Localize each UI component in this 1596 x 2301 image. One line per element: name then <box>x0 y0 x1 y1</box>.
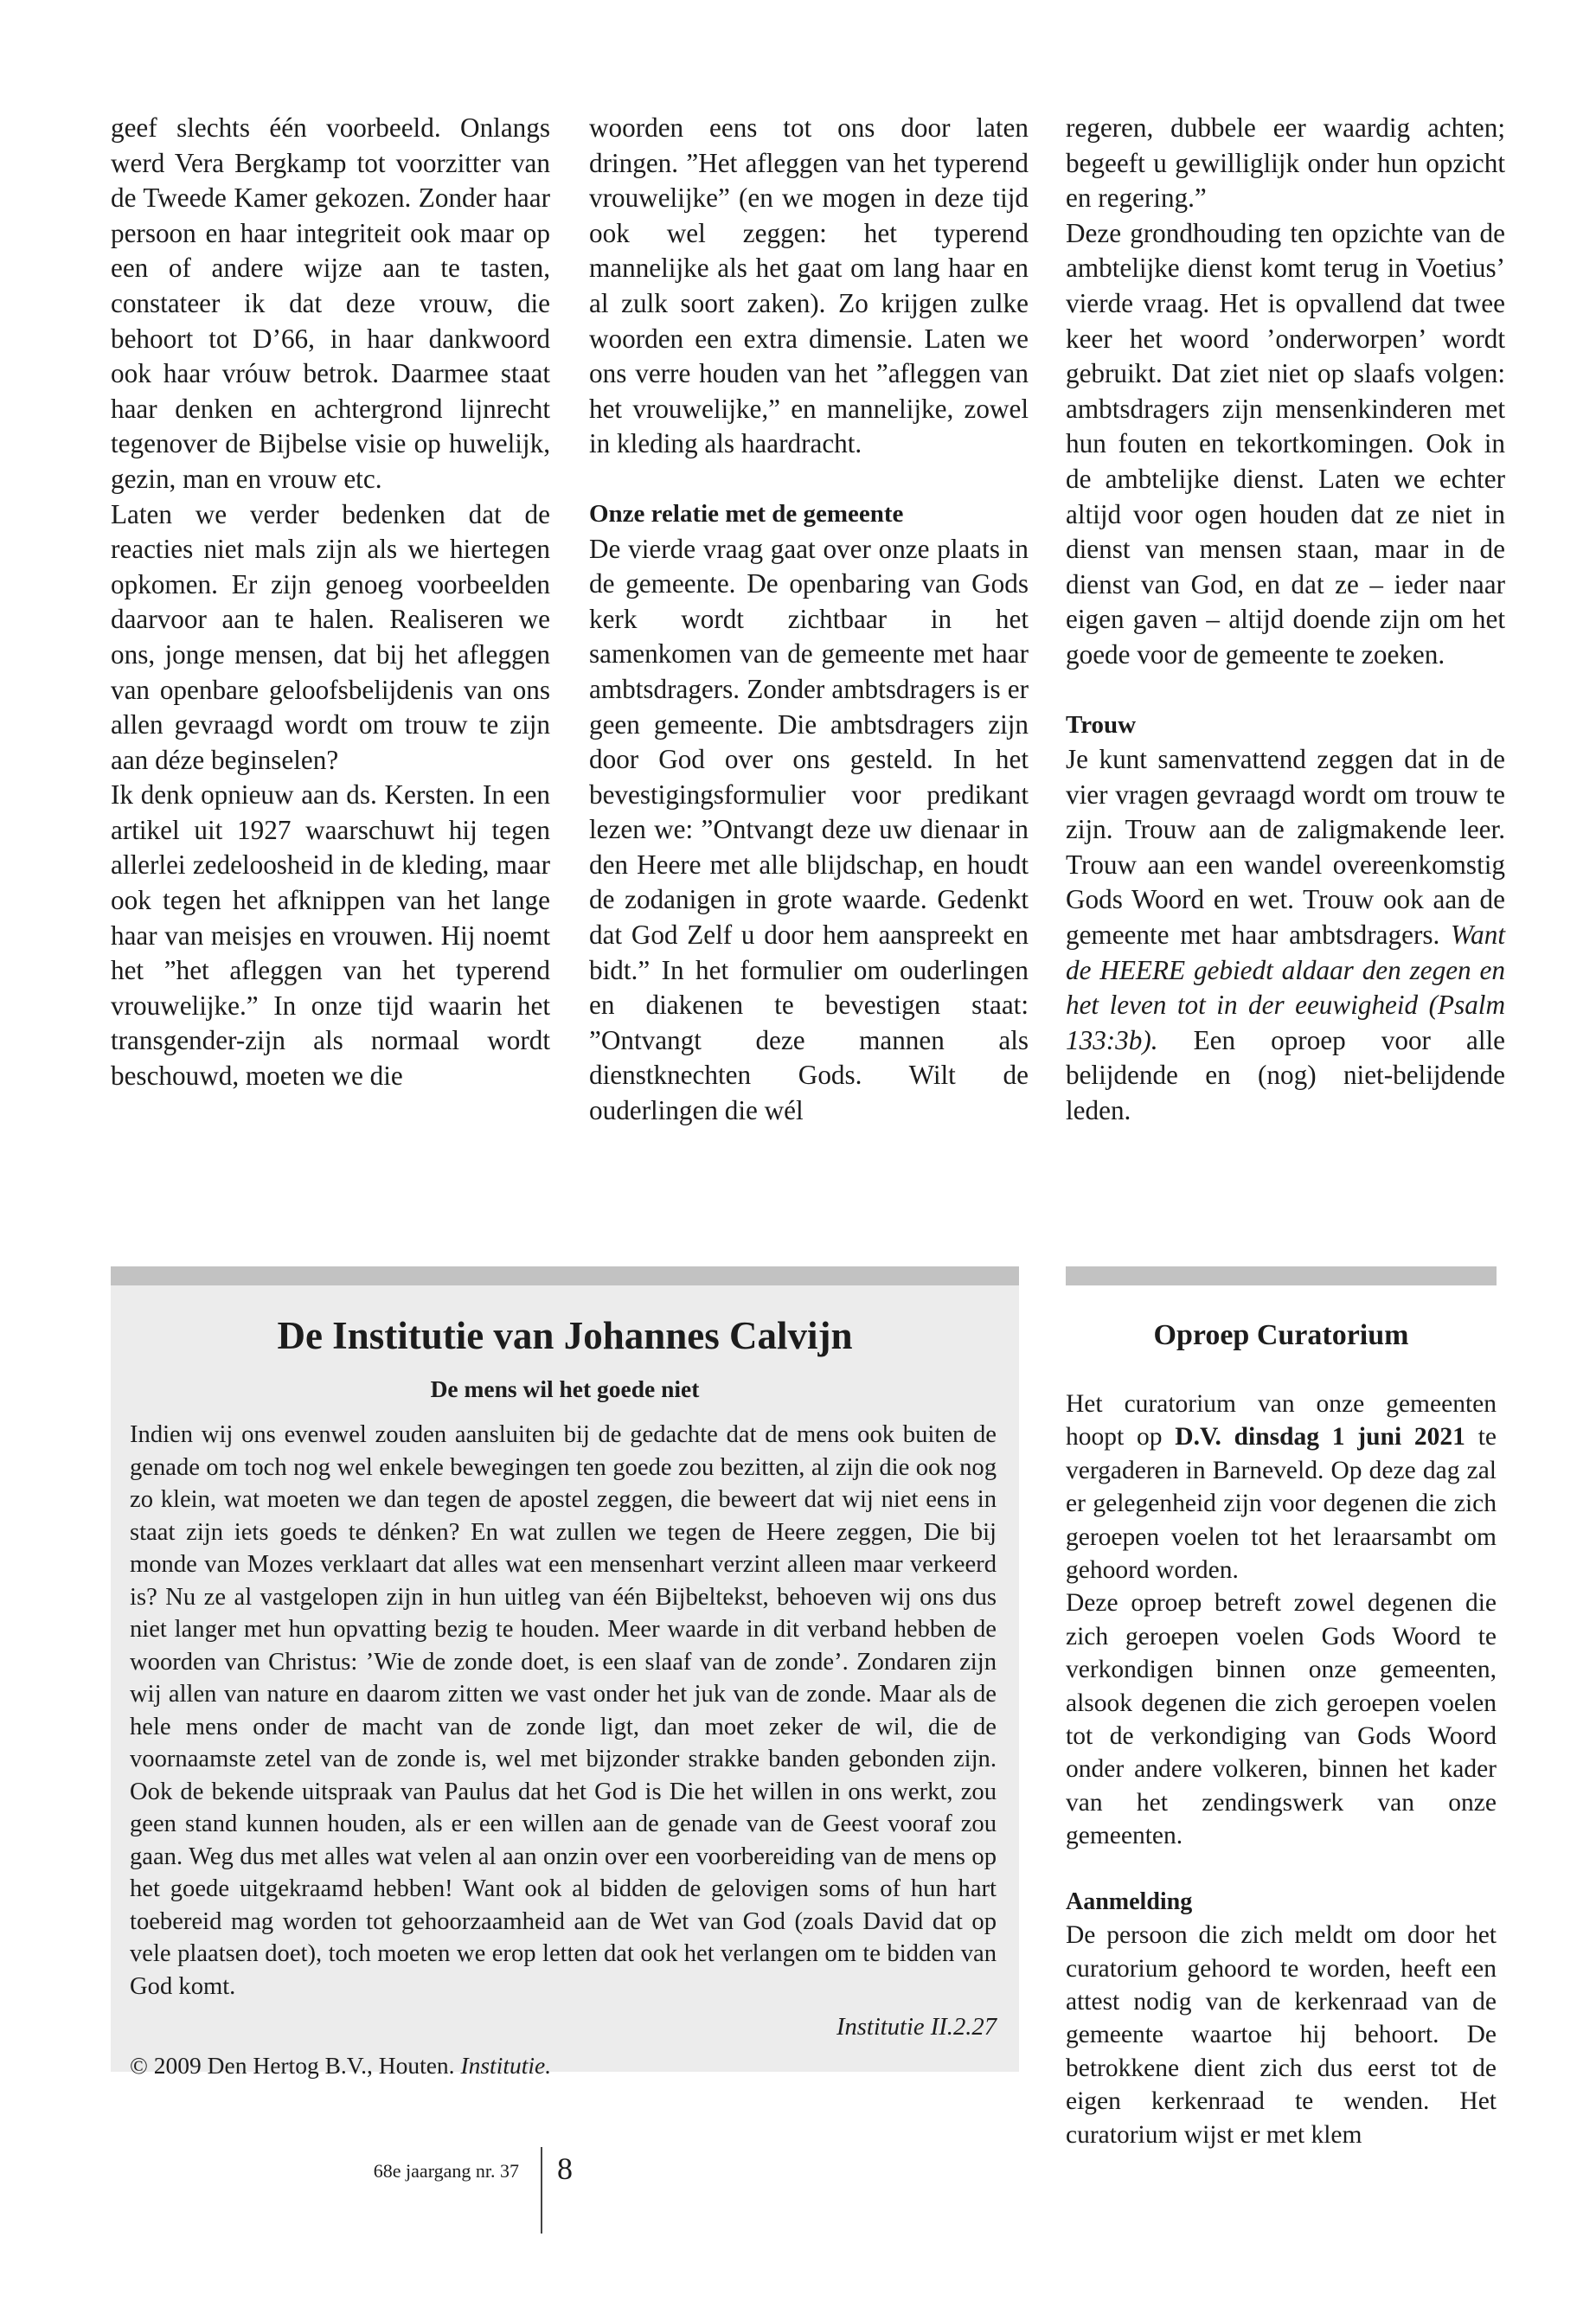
trouw-text-end: Een oproep voor alle belijdende en (nog) niet-belijdende leden. <box>1066 1024 1505 1126</box>
section-heading-gemeente: Onze relatie met de gemeente <box>589 499 904 528</box>
curatorium-title: Oproep Curatorium <box>1153 1319 1409 1351</box>
column1-paragraph-2: Laten we verder bedenken dat de reacties niet mals zijn als we hiertegen opkomen. Er zijn genoeg voorbeelden daarvoor aan te halen. Realiseren we ons, jonge mensen, dat bij het afleggen van openbare geloofsbelijdenis van ons allen gevraagd wordt om trouw te zijn aan déze beginselen? <box>111 498 550 775</box>
column1-paragraph-1: geef slechts één voorbeeld. Onlangs werd Vera Bergkamp tot voorzitter van de Tweede Kamer gekozen. Zonder haar persoon en haar integriteit ook maar op een of andere wijze aan te tasten, constateer ik dat deze vrouw, die behoort tot D’66, in haar dankwoord ook haar vróuw betrok. Daarmee staat haar denken en achtergrond lijnrecht tegenover de Bijbelse visie op huwelijk, gezin, man en vrouw etc. <box>111 112 550 494</box>
article-column-1 <box>111 111 550 1094</box>
article-column-2 <box>589 111 1029 1129</box>
column3-paragraph-3 <box>1066 742 1505 1129</box>
curatorium-date: D.V. dinsdag 1 juni 2021 <box>1175 1423 1465 1452</box>
column1-paragraph-3: Ik denk opnieuw aan ds. Kersten. In een artikel uit 1927 waarschuwt hij tegen allerlei zedeloosheid in de kleding, maar ook tegen het afknippen van het lange haar van meisjes en vrouwen. Hij noemt het ”het afleggen van het typerend vrouwelijke.” In onze tijd waarin het transgender-zijn als normaal wordt beschouwd, moeten we die <box>111 779 550 1092</box>
curatorium-paragraph-2: Deze oproep betreft zowel degenen die zich geroepen voelen Gods Woord te verkondigen binnen onze gemeenten, alsook degenen die zich geroepen voelen tot de verkondiging van Gods Woord onder andere volkeren, binnen het kader van het zendingswerk van onze gemeenten. <box>1066 1589 1497 1850</box>
curatorium-p1-end: te vergaderen in Barneveld. Op deze dag zal er gelegenheid zijn voor degenen die zich geroepen voelen tot het leraarsambt om gehoord worden. <box>1066 1423 1497 1585</box>
curatorium-body <box>1066 1388 1497 2151</box>
psalm-quote: Want de HEERE gebiedt aldaar den zegen en het leven tot in der eeuwigheid (Psalm 133:3b). <box>1066 920 1505 1055</box>
institutie-box <box>111 1266 1019 2079</box>
article-column-3 <box>1066 111 1505 1129</box>
curatorium-paragraph-3: De persoon die zich meldt om door het curatorium gehoord te worden, heeft een attest nodig van de kerkenraad van de gemeente waartoe hij behoort. De betrokkene dient zich dus eerst tot de eigen kerkenraad te wenden. Het curatorium wijst er met klem <box>1066 1921 1497 2149</box>
column3-paragraph-1: regeren, dubbele eer waardig achten; begeeft u gewilliglijk onder hun opzicht en regering.” <box>1066 112 1505 214</box>
footer-divider <box>541 2147 542 2234</box>
copyright-text: © 2009 Den Hertog B.V., Houten. <box>130 2051 461 2079</box>
institutie-copyright <box>130 2049 1019 2082</box>
institutie-subtitle: De mens wil het goede niet <box>430 1375 700 1402</box>
section-heading-aanmelding: Aanmelding <box>1066 1888 1193 1915</box>
column3-paragraph-2: Deze grondhouding ten opzichte van de ambtelijke dienst komt terug in Voetius’ vierde vraag. Het is opvallend dat twee keer het woord ’onderworpen’ wordt gebruikt. Dat ziet niet op slaafs volgen: ambtsdragers zijn mensenkinderen met hun fouten en tekortkomingen. Ook in de ambtelijke dienst. Laten we echter altijd voor ogen houden dat ze niet in dienst van mensen staan, maar in de dienst van God, en dat ze – ieder naar eigen gaven – altijd doende zijn om het goede voor de gemeente te zoeken. <box>1066 217 1505 670</box>
curatorium-section <box>1066 1285 1497 2151</box>
institutie-title: De Institutie van Johannes Calvijn <box>277 1314 853 1357</box>
section-heading-trouw: Trouw <box>1066 710 1137 739</box>
curatorium-top-bar <box>1066 1266 1497 1285</box>
curatorium-paragraph-1 <box>1066 1388 1497 1586</box>
footer-volume: 68e jaargang nr. 37 <box>373 2160 519 2182</box>
page-number: 8 <box>557 2151 573 2186</box>
trouw-text-start: Je kunt samenvattend zeggen dat in de vier vragen gevraagd wordt om trouw te zijn. Trouw aan de zaligmakende leer. Trouw aan een wandel overeenkomstig Gods Woord en wet. Trouw ook aan de gemeente met haar ambtsdragers. <box>1066 744 1505 951</box>
column2-paragraph-1: woorden eens tot ons door laten dringen. ”Het afleggen van het typerend vrouwelijke” (en we mogen in deze tijd ook wel zeggen: het typerend mannelijke als het gaat om lang haar en al zulk soort zaken). Zo krijgen zulke woorden een extra dimensie. Laten we ons verre houden van het ”afleggen van het vrouwelijke,” en mannelijke, zowel in kleding als haardracht. <box>589 112 1029 459</box>
institutie-reference: Institutie II.2.27 <box>836 2014 997 2041</box>
column2-paragraph-2: De vierde vraag gaat over onze plaats in de gemeente. De openbaring van Gods kerk wordt zichtbaar in het samenkomen van de gemeente met haar ambtsdragers. Zonder ambtsdragers is er geen gemeente. Die ambtsdragers zijn door God over ons gesteld. In het bevestigingsformulier voor predikant lezen we: ”Ontvangt deze uw dienaar in den Heere met alle blijdschap, en houdt de zodanigen in grote waarde. Gedenkt dat God Zelf u door hem aanspreekt en bidt.” In het formulier om ouderlingen en diakenen te bevestigen staat: ”Ontvangt deze mannen als dienstknechten Gods. Wilt de ouderlingen die wél <box>589 533 1029 1126</box>
institutie-body: Indien wij ons evenwel zouden aansluiten bij de gedachte dat de mens ook buiten de genade om toch nog wel enkele bewegingen ten goede zou bezitten, al zijn die ook nog zo klein, wat moeten we dan tegen de apostel zeggen, die beweert dat wij niet eens in staat zijn iets goeds te dénken? En wat zullen we tegen de Heere zeggen, Die bij monde van Mozes verklaart dat alles wat een mensenhart verzint alleen maar verkeerd is? Nu ze al vastgelopen zijn in hun uitleg van één Bijbeltekst, behoeven wij ons dus niet langer met hun opvatting bezig te houden. Meer waarde in dit verband hebben de woorden van Christus: ’Wie de zonde doet, is een slaaf van de zonde’. Zondaren zijn wij allen van nature en daarom zitten we vast onder het juk van de zonde. Maar als de hele mens onder de macht van de zonde ligt, dan moet zeker de wil, die de voornaamste zetel van de zonde is, wel met bijzonder strakke banden gebonden zijn. Ook de bekende uitspraak van Paulus dat het God is Die het willen in ons werkt, zou geen stand kunnen houden, als er een willen aan de genade van de Geest vooraf zou gaan. Weg dus met alles wat velen al aan onzin over een voorbereiding van de mens op het goede uitgekraamd hebben! Want ook al bidden de gelovigen soms of hun hart toebereid mag worden tot gehoorzaamheid aan de Wet van God (zoals David dat op vele plaatsen doet), toch moeten we erop letten dat ook het verlangen om te bidden van God komt. <box>130 1421 997 2000</box>
curatorium-p1-start: Het curatorium van onze gemeenten hoopt op <box>1066 1390 1497 1452</box>
copyright-italic: Institutie. <box>460 2051 552 2079</box>
